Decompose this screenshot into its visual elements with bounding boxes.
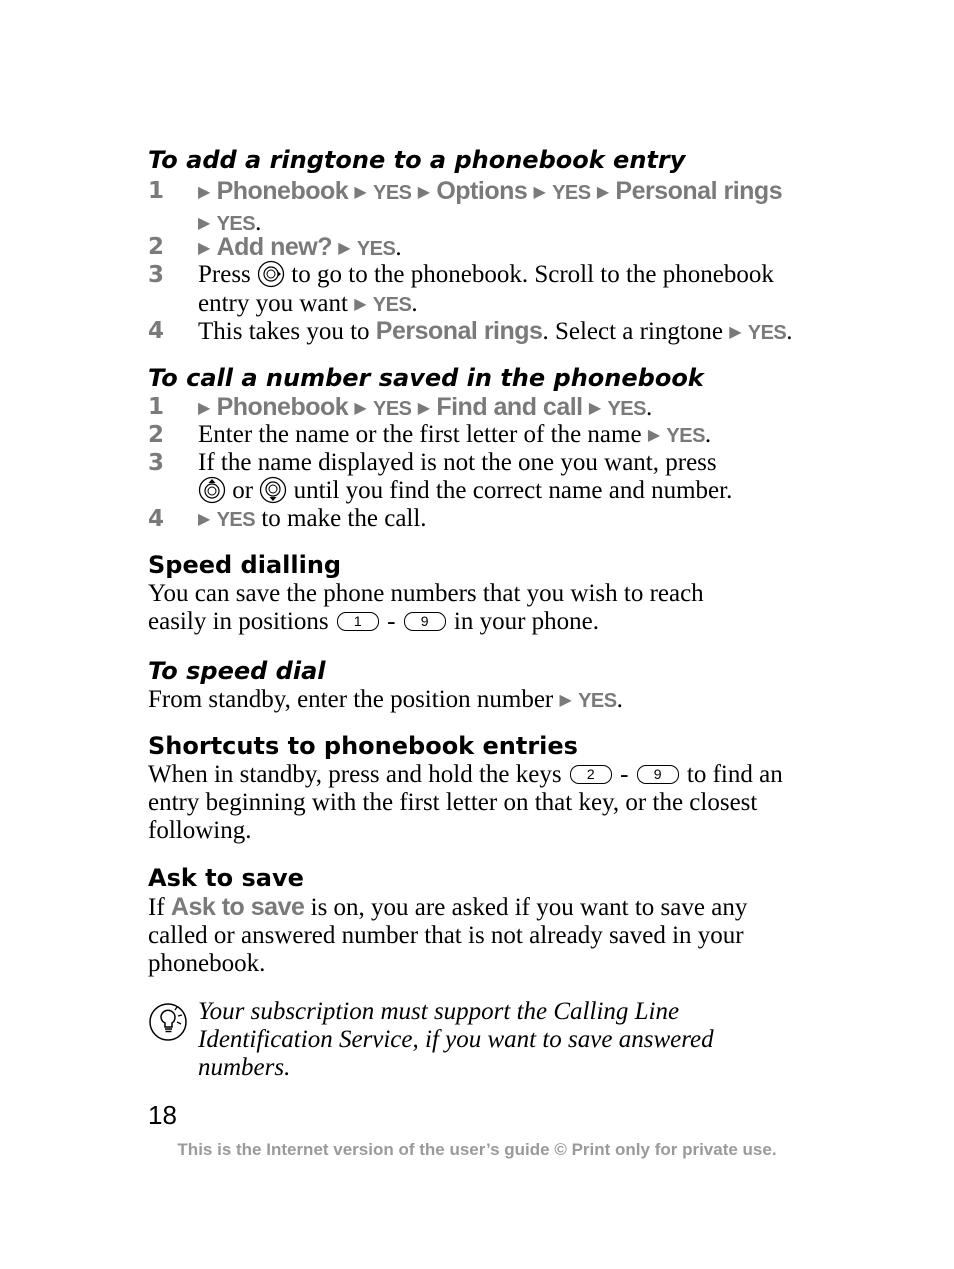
arrow-right-icon: ▶: [588, 400, 602, 417]
menu-phonebook: Phonebook: [216, 393, 349, 421]
speed-dialling-text: [148, 580, 768, 636]
yes-key-label: YES: [666, 425, 705, 447]
section-to-speed-dial: [148, 656, 828, 717]
joystick-right-icon: [257, 260, 285, 288]
step-2: [148, 421, 828, 449]
heading-add-ringtone: To add a ringtone to a phonebook entry: [148, 146, 686, 174]
ask-to-save-text: [148, 893, 798, 978]
step-4: [148, 317, 828, 345]
step-number: 2: [148, 422, 165, 448]
body-text: You can save the phone numbers that you wish to reach easily in positions: [148, 580, 704, 635]
lightbulb-tip-icon: [148, 1002, 188, 1042]
period: .: [616, 686, 623, 713]
yes-key-label: YES: [372, 294, 412, 317]
yes-key-label: YES: [747, 322, 787, 344]
yes-key-label: YES: [607, 398, 646, 420]
step-text: Press: [198, 261, 251, 288]
arrow-right-icon: ▶: [596, 184, 610, 201]
step-2: [148, 233, 828, 261]
step-number: 3: [148, 262, 165, 288]
period: .: [411, 290, 418, 318]
step-text: or: [232, 477, 254, 504]
step-number: 1: [148, 394, 165, 420]
step-1: [148, 177, 828, 236]
yes-key-label: YES: [578, 690, 617, 712]
step-text: . Select a ringtone: [542, 318, 723, 345]
speed-dial-text: [148, 686, 828, 717]
arrow-right-icon: ▶: [354, 400, 367, 417]
heading-call-number: To call a number saved in the phonebook: [148, 364, 704, 392]
yes-key-label: YES: [216, 213, 256, 235]
arrow-right-icon: ▶: [417, 184, 431, 201]
section-ask-to-save: [148, 863, 828, 978]
period: .: [255, 209, 262, 236]
key-1-icon: 1: [337, 612, 379, 631]
period: .: [395, 234, 402, 261]
step-text: Enter the name or the first letter of the name: [198, 421, 642, 448]
step-number: 3: [148, 450, 165, 476]
step-text: to make the call.: [261, 505, 427, 532]
menu-personal-rings: Personal rings: [615, 177, 783, 205]
yes-key-label: YES: [552, 182, 591, 204]
arrow-right-icon: ▶: [338, 240, 351, 257]
menu-find-and-call: Find and call: [436, 393, 583, 421]
menu-options: Options: [436, 177, 528, 205]
step-3: [148, 449, 828, 505]
arrow-right-icon: ▶: [198, 184, 211, 201]
body-text: When in standby, press and hold the keys: [148, 761, 562, 788]
step-number: 4: [148, 318, 165, 344]
section-call-number: [148, 363, 828, 533]
note-text: Your subscription must support the Calling Line Identification Service, if you want to save answered numbers.: [198, 998, 714, 1081]
arrow-right-icon: ▶: [198, 400, 211, 417]
step-number: 4: [148, 506, 165, 532]
body-text: is on, you are asked if you want to save any called or answered number that is not already saved in your phonebook.: [148, 894, 748, 977]
arrow-right-icon: ▶: [533, 184, 546, 201]
step-number: 2: [148, 234, 165, 260]
footer-notice: This is the Internet version of the user’s guide © Print only for private use.: [177, 1140, 777, 1159]
step-text: This takes you to: [198, 318, 370, 345]
arrow-right-icon: ▶: [198, 240, 211, 257]
dash: -: [620, 761, 629, 788]
menu-ask-to-save: Ask to save: [170, 893, 305, 921]
shortcuts-text: [148, 761, 808, 845]
joystick-up-icon: [198, 476, 226, 504]
yes-key-label: YES: [356, 238, 396, 260]
yes-key-label: YES: [372, 182, 412, 204]
joystick-down-icon: [259, 476, 287, 504]
page-number: 18: [148, 1100, 177, 1130]
body-text: From standby, enter the position number: [148, 686, 554, 713]
step-text: to go to the phonebook. Scroll to the phonebook entry you want: [198, 261, 774, 318]
dash: -: [387, 608, 396, 635]
arrow-right-icon: ▶: [198, 215, 211, 232]
step-4: [148, 505, 828, 533]
section-add-ringtone: [148, 145, 828, 345]
body-text: If: [148, 894, 165, 921]
menu-personal-rings: Personal rings: [375, 317, 543, 345]
step-number: 1: [148, 178, 165, 204]
arrow-right-icon: ▶: [354, 296, 367, 314]
heading-to-speed-dial: To speed dial: [148, 657, 326, 685]
arrow-right-icon: ▶: [559, 692, 572, 709]
body-text: to find an entry beginning with the first letter on that key, or the closest following.: [148, 761, 783, 844]
menu-phonebook: Phonebook: [216, 177, 349, 205]
heading-speed-dialling: Speed dialling: [148, 551, 342, 579]
key-9-icon: 9: [637, 765, 679, 784]
step-text: until you find the correct name and number.: [293, 477, 733, 504]
period: .: [704, 421, 712, 448]
period: .: [786, 318, 793, 345]
heading-ask-to-save: Ask to save: [148, 864, 304, 892]
period: .: [645, 394, 653, 421]
heading-shortcuts: Shortcuts to phonebook entries: [148, 732, 578, 760]
body-text: in your phone.: [453, 608, 600, 635]
yes-key-label: YES: [372, 398, 412, 420]
step-1: [148, 393, 828, 421]
menu-add-new: Add new?: [216, 233, 332, 261]
arrow-right-icon: ▶: [647, 427, 661, 444]
key-9-icon: 9: [404, 612, 446, 631]
yes-key-label: YES: [216, 509, 256, 531]
section-speed-dialling: [148, 550, 828, 636]
tip-note: [148, 998, 828, 1082]
step-3: [148, 261, 828, 317]
section-shortcuts: [148, 731, 828, 845]
key-2-icon: 2: [570, 765, 612, 784]
arrow-right-icon: ▶: [354, 184, 367, 201]
arrow-right-icon: ▶: [198, 511, 211, 528]
arrow-right-icon: ▶: [417, 400, 431, 417]
arrow-right-icon: ▶: [729, 324, 742, 341]
step-text: If the name displayed is not the one you want, press: [198, 449, 717, 476]
